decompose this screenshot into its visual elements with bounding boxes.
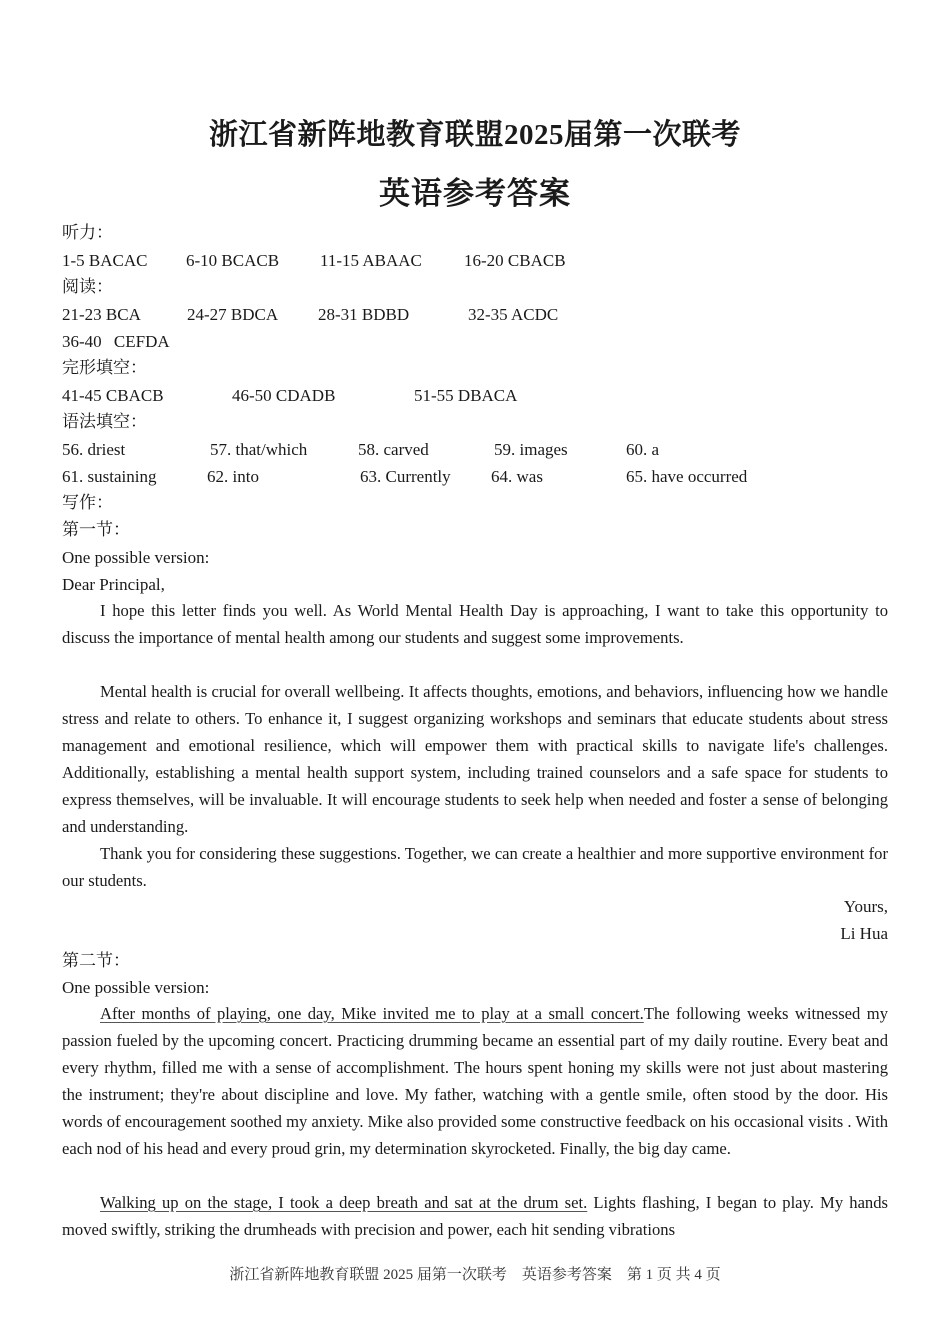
answer-group: 32-35 ACDC <box>468 305 559 324</box>
writing-part1-version: One possible version: <box>62 548 210 567</box>
section-heading-cloze: 完形填空： <box>62 358 147 377</box>
grammar-answer: 56. driest <box>62 440 126 459</box>
grammar-answer: 57. that/which <box>210 440 308 459</box>
answer-group: 6-10 BCACB <box>186 251 280 270</box>
answer-group: 36-40 CEFDA <box>62 332 170 351</box>
answer-group: 41-45 CBACB <box>62 386 164 405</box>
story-paragraph-2 <box>62 1189 888 1243</box>
grammar-answer: 63. Currently <box>360 467 451 486</box>
page-footer: 浙江省新阵地教育联盟 2025 届第一次联考 英语参考答案 第 1 页 共 4 页 <box>229 1267 721 1283</box>
grammar-answer: 60. a <box>626 440 660 459</box>
story-paragraph-1 <box>62 1000 888 1162</box>
writing-part1-heading: 第一节： <box>62 520 130 539</box>
letter-paragraph-3: Thank you for considering these suggestions. Together, we can create a healthier and more supportive environment for our students. <box>62 844 888 890</box>
story-text: The following weeks witnessed my passion fueled by the upcoming concert. Practicing drumming became an essential part of my daily routine. Every beat and every rhythm, filled me with a sense of accomplishment. The hours spent honing my skills were not just about mastering the instrument; they're about discipline and love. My father, watching with a gentle smile, often stood by the door. His words of encouragement soothed my anxiety. Mike also provided some constructive feedback on his occasional visits . With each nod of his head and every proud grin, my determination skyrocketed. Finally, the big day came. <box>62 1004 888 1158</box>
grammar-answer: 62. into <box>207 467 259 486</box>
document-subtitle: 英语参考答案 <box>379 176 571 211</box>
given-opening-sentence: After months of playing, one day, Mike invited me to play at a small concert. <box>100 1004 644 1023</box>
answer-group: 24-27 BDCA <box>187 305 279 324</box>
grammar-answer: 58. carved <box>358 440 429 459</box>
section-heading-listening: 听力： <box>62 223 113 242</box>
section-heading-writing: 写作： <box>62 493 113 512</box>
grammar-answer: 61. sustaining <box>62 467 157 486</box>
section-heading-grammar: 语法填空： <box>62 412 147 431</box>
writing-part2-heading: 第二节： <box>62 951 130 970</box>
section-heading-reading: 阅读： <box>62 277 113 296</box>
answer-group: 1-5 BACAC <box>62 251 148 270</box>
answer-group: 51-55 DBACA <box>414 386 518 405</box>
grammar-answer: 59. images <box>494 440 568 459</box>
answer-group: 21-23 BCA <box>62 305 141 324</box>
answer-group: 11-15 ABAAC <box>320 251 422 270</box>
story-text: Lights flashing, I began to play. My hands moved swiftly, striking the drumheads with precision and power, each hit sending vibrations <box>62 1193 888 1239</box>
writing-part2-version: One possible version: <box>62 978 210 997</box>
grammar-answer: 65. have occurred <box>626 467 748 486</box>
given-opening-sentence: Walking up on the stage, I took a deep breath and sat at the drum set. <box>100 1193 588 1212</box>
letter-signature: Li Hua <box>840 924 888 943</box>
answer-group: 16-20 CBACB <box>464 251 566 270</box>
letter-closing: Yours, <box>843 897 888 916</box>
letter-salutation: Dear Principal, <box>62 575 165 594</box>
answer-group: 46-50 CDADB <box>232 386 336 405</box>
letter-paragraph-1: I hope this letter finds you well. As World Mental Health Day is approaching, I want to take this opportunity to discuss the importance of mental health among our students and suggest some improvements. <box>62 601 888 647</box>
grammar-answer: 64. was <box>491 467 543 486</box>
answer-group: 28-31 BDBD <box>318 305 410 324</box>
letter-paragraph-2: Mental health is crucial for overall wellbeing. It affects thoughts, emotions, and behaviors, influencing how we handle stress and relate to others. To enhance it, I suggest organizing workshops and seminars that educate students about stress management and emotional resilience, which will empower them with practical skills to navigate life's challenges. Additionally, establishing a mental health support system, including trained counselors and a safe space for students to express themselves, will be invaluable. It will encourage students to seek help when needed and foster a sense of belonging and understanding. <box>62 682 888 836</box>
document-title: 浙江省新阵地教育联盟2025届第一次联考 <box>208 119 741 151</box>
